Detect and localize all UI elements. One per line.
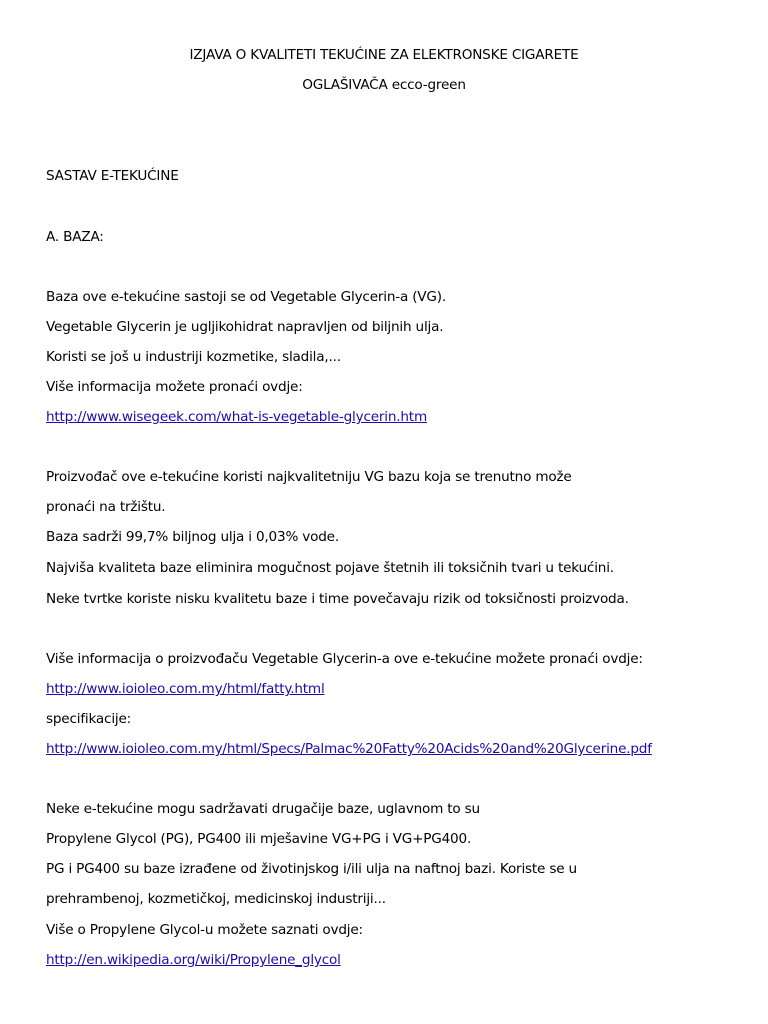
paragraph-line: prehrambenoj, kozmetičkoj, medicinskoj industriji... (46, 891, 386, 907)
section-heading: SASTAV E-TEKUĆINE (46, 168, 179, 184)
subsection-heading: A. BAZA: (46, 229, 104, 245)
paragraph-line: pronaći na tržištu. (46, 499, 166, 515)
link-line (46, 951, 341, 969)
paragraph-line: Proizvođač ove e-tekućine koristi najkvalitetniju VG bazu koja se trenutno može (46, 469, 572, 485)
link-wikipedia-propylene-glycol[interactable]: http://en.wikipedia.org/wiki/Propylene_glycol (46, 952, 341, 968)
paragraph-line: PG i PG400 su baze izrađene od životinjskog i/ili ulja na naftnoj bazi. Koriste se u (46, 861, 577, 877)
paragraph-line: Više informacija možete pronaći ovdje: (46, 379, 303, 395)
link-line (46, 680, 325, 698)
paragraph-line: Koristi se još u industriji kozmetike, sladila,... (46, 349, 341, 365)
link-wisegeek-vegetable-glycerin[interactable]: http://www.wisegeek.com/what-is-vegetable-glycerin.htm (46, 409, 427, 425)
paragraph-line: Najviša kvaliteta baze eliminira mogučnost pojave štetnih ili toksičnih tvari u tekućini. (46, 560, 614, 576)
link-line (46, 740, 652, 758)
paragraph-line: Više o Propylene Glycol-u možete saznati ovdje: (46, 922, 363, 938)
paragraph-line: Baza ove e-tekućine sastoji se od Vegetable Glycerin-a (VG). (46, 289, 446, 305)
paragraph-line: Vegetable Glycerin je ugljikohidrat napravljen od biljnih ulja. (46, 319, 444, 335)
paragraph-line: Više informacija o proizvođaču Vegetable Glycerin-a ove e-tekućine možete pronaći ovdje: (46, 651, 643, 667)
paragraph-line: Neke tvrtke koriste nisku kvalitetu baze i time povečavaju rizik od toksičnosti proizvoda. (46, 591, 629, 607)
paragraph-line: Propylene Glycol (PG), PG400 ili mješavine VG+PG i VG+PG400. (46, 831, 472, 847)
link-ioioleo-specs-pdf[interactable]: http://www.ioioleo.com.my/html/Specs/Palmac%20Fatty%20Acids%20and%20Glycerine.pdf (46, 741, 652, 757)
document-title-line2: OGLAŠIVAČA ecco-green (302, 77, 466, 93)
paragraph-line: Neke e-tekućine mogu sadržavati drugačije baze, uglavnom to su (46, 801, 480, 817)
document-title-line1: IZJAVA O KVALITETI TEKUĆINE ZA ELEKTRONSKE CIGARETE (189, 47, 579, 63)
paragraph-line: specifikacije: (46, 711, 132, 727)
paragraph-line: Baza sadrži 99,7% biljnog ulja i 0,03% vode. (46, 529, 339, 545)
link-line (46, 408, 427, 426)
link-ioioleo-fatty[interactable]: http://www.ioioleo.com.my/html/fatty.html (46, 681, 325, 697)
